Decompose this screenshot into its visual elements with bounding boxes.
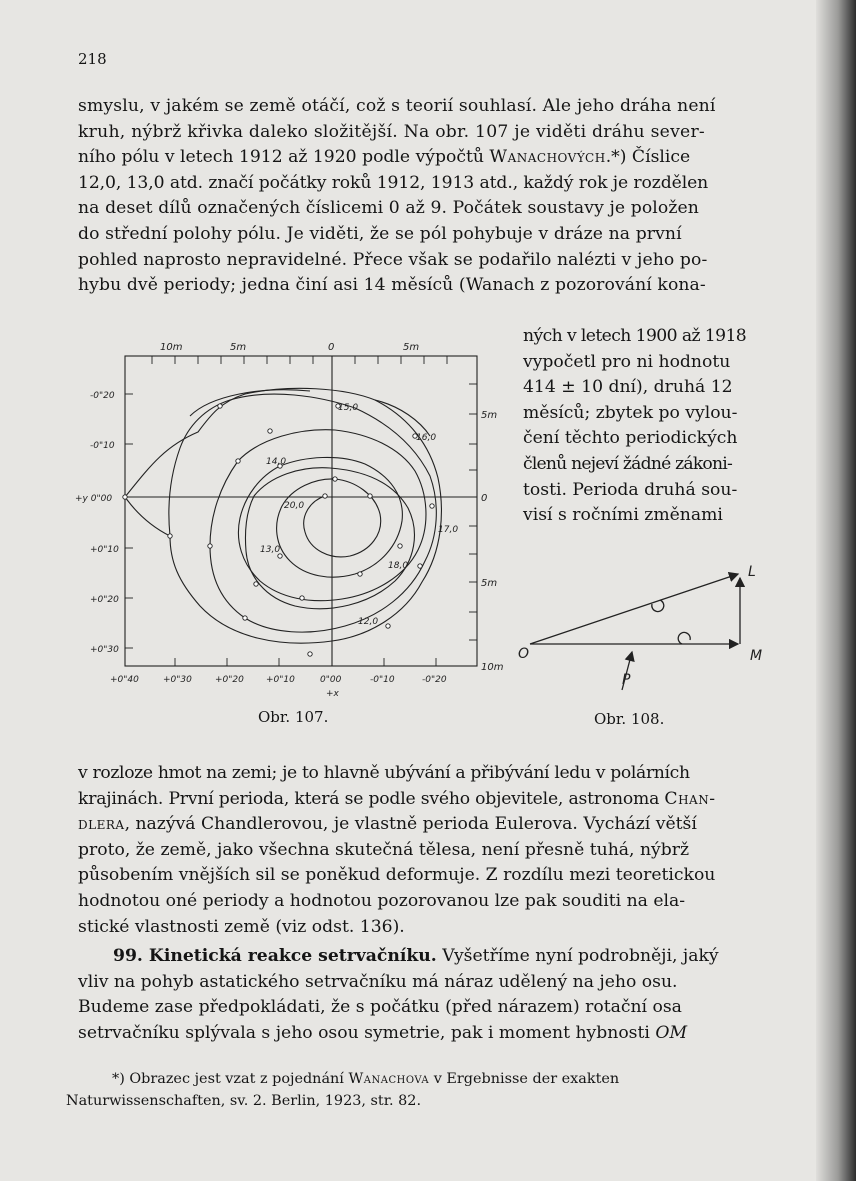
left-tick-label: +0"10 [90,545,119,555]
text-line: tosti. Perioda druhá sou- [523,479,738,500]
side-column [523,324,773,529]
page-number: 218 [78,50,107,68]
year-label: 12,0 [358,617,379,627]
footnote-line: *) Obrazec jest vzat z pojednání Wanachova v Ergebnisse der exakten [112,1071,620,1087]
text-line: proto, že země, jako všechna skutečná tělesa, není přesně tuhá, nýbrž [78,839,690,860]
plot-frame [125,356,477,666]
text-line: krajinách. První perioda, která se podle svého objevitele, astronoma Chan- [78,788,716,809]
x-axis-label: +x [326,689,339,699]
symbol-om: OM [655,1022,688,1043]
top-tick-label: 5m [403,342,420,353]
left-tick-label: +0"20 [90,595,119,605]
vector-ol [530,574,738,644]
left-tick-label: +y 0"00 [75,494,113,504]
text-line: vypočetl pro ni hodnotu [523,351,731,372]
bottom-tick-label: +0"10 [266,675,295,685]
right-tick-label: 5m [481,578,498,589]
page-edge-shadow [816,0,856,1181]
year-label: 16,0 [416,433,437,443]
figure-108-vector-diagram [510,560,770,700]
point-m-label: M [750,648,763,664]
year-label: 13,0 [260,545,281,555]
section-first-line: 99. Kinetická reakce setrvačníku. Vyšetříme nyní podrobněji, jaký [113,946,719,966]
top-tick-label: 0 [328,342,335,353]
text-line: stické vlastnosti země (viz odst. 136). [78,916,405,937]
author-name: Wanachových [489,147,606,168]
text-line: setrvačníku splývala s jeho osou symetrie, pak i moment hybnosti OM [78,1022,688,1043]
year-label: 15,0 [338,403,359,413]
text-line: členů nejeví žádné zákoni- [523,453,732,474]
text-line: Budeme zase předpokládati, že s počátku (před nárazem) rotační osa [78,997,682,1018]
author-name: Wanachova [348,1071,430,1087]
author-name: Chan- [664,788,716,809]
author-name: dlera [78,814,125,835]
figure-108-caption: Obr. 108. [594,710,665,728]
year-label: 18,0 [388,561,409,571]
point-p-label: P [622,672,631,688]
text-line: pohled naprosto nepravidelné. Přece však se podařilo nalézti v jeho po- [78,249,708,270]
right-tick-label: 10m [481,662,504,673]
left-tick-label: +0"30 [90,645,119,655]
figure-107-polar-motion [70,336,510,706]
text-line: kruh, nýbrž křivka daleko složitější. Na obr. 107 je viděti dráhu sever- [78,121,705,142]
right-tick-label: 5m [481,410,498,421]
bottom-paragraph [78,761,768,940]
top-tick-label: 10m [160,342,183,353]
text-line: do střední polohy pólu. Je viděti, že se pól pohybuje v dráze na první [78,223,682,244]
left-tick-label: -0"20 [90,391,115,401]
top-tick-label: 5m [230,342,247,353]
footnote [66,1068,766,1112]
footnote-line: Naturwissenschaften, sv. 2. Berlin, 1923, str. 82. [66,1093,422,1109]
bottom-tick-label: +0"40 [110,675,139,685]
figure-107-caption: Obr. 107. [258,708,329,726]
text-line: ního pólu v letech 1912 až 1920 podle výpočtů Wanachových.*) Číslice [78,147,691,168]
text-line: hybu dvě periody; jedna činí asi 14 měsíců (Wanach z pozorování kona- [78,275,706,296]
text-line: dlera, nazývá Chandlerovou, je vlastně perioda Eulerova. Vychází větší [78,814,697,835]
section-heading: 99. Kinetická reakce setrvačníku. [113,946,437,966]
text-line: 414 ± 10 dní), druhá 12 [523,377,733,398]
text-line: na deset dílů označených číslicemi 0 až 9. Počátek soustavy je položen [78,198,699,219]
left-tick-label: -0"10 [90,441,115,451]
bottom-tick-label: 0"00 [320,675,342,685]
right-tick-label: 0 [481,493,488,504]
text-line: ných v letech 1900 až 1918 [523,326,747,346]
text-line: hodnotou oné periody a hodnotou pozorovanou lze pak souditi na ela- [78,890,686,911]
top-paragraph [78,94,766,299]
text-line: působením vnějších sil se poněkud deformuje. Z rozdílu mezi teoretickou [78,865,716,886]
year-label: 17,0 [438,525,459,535]
text-line: čení těchto periodických [523,428,738,449]
year-label: 20,0 [284,501,305,511]
rotation-arrow-icon [678,632,690,644]
text-line: smyslu, v jakém se země otáčí, což s teorií souhlasí. Ale jeho dráha není [78,96,716,116]
point-o-label: O [518,646,530,662]
bottom-tick-label: +0"20 [215,675,244,685]
bottom-tick-label: -0"10 [370,675,395,685]
year-label: 14,0 [266,457,287,467]
text-line: v rozloze hmot na zemi; je to hlavně ubývání a přibývání ledu v polárních [78,763,690,783]
text-line: vliv na pohyb astatického setrvačníku má náraz udělený na jeho osu. [78,971,678,992]
text-line: měsíců; zbytek po vylou- [523,402,738,423]
text-line: 12,0, 13,0 atd. značí počátky roků 1912, 1913 atd., každý rok je rozdělen [78,172,709,193]
text-line: visí s ročními změnami [523,505,723,526]
point-l-label: L [748,564,756,580]
bottom-tick-label: -0"20 [422,675,447,685]
bottom-tick-label: +0"30 [163,675,192,685]
section-99 [78,944,768,1046]
